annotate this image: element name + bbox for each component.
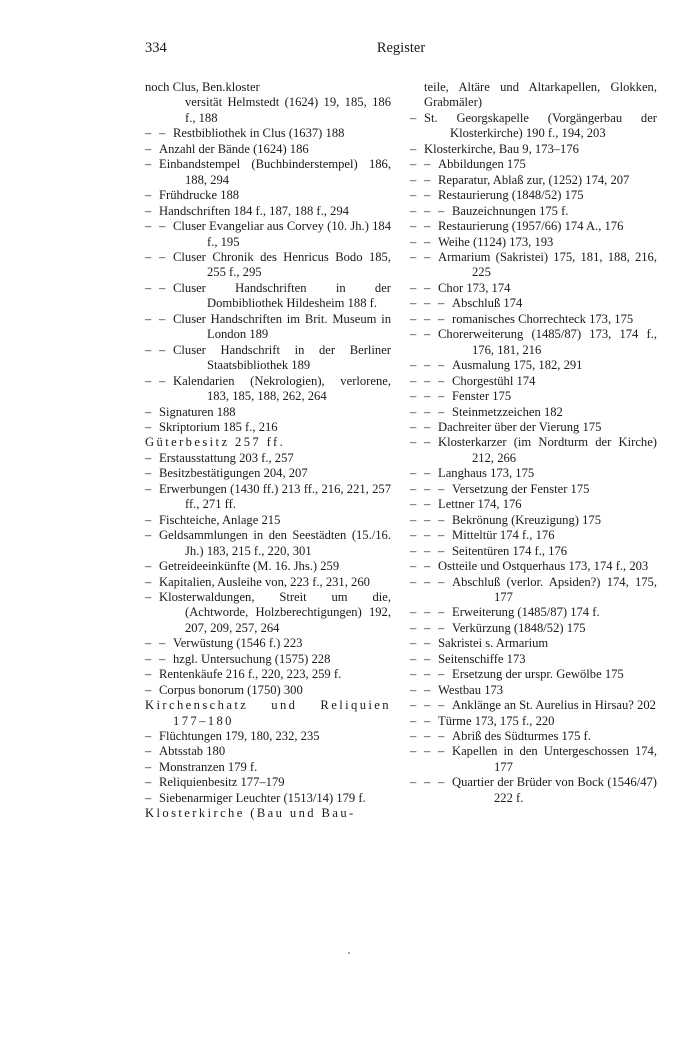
- level-dash: –: [438, 296, 445, 311]
- level-dash: –: [424, 667, 431, 682]
- level-dash: –: [145, 157, 152, 172]
- level-dash: –: [424, 203, 431, 218]
- level-dash: –: [424, 497, 431, 512]
- level-dash: –: [145, 203, 152, 218]
- index-entry: [145, 466, 391, 481]
- index-entry: [410, 80, 657, 111]
- index-entry: [145, 343, 391, 374]
- level-dash: –: [410, 296, 417, 311]
- index-entry-text: Verwüstung (1546 f.) 223: [173, 636, 303, 651]
- index-entry-text: Abtsstab 180: [159, 744, 226, 759]
- index-entry-text: Abschluß 174: [452, 296, 523, 311]
- index-entry: [145, 219, 391, 250]
- index-entry: [410, 544, 657, 559]
- index-entry-text: Westbau 173: [438, 682, 504, 697]
- level-dash: –: [424, 296, 431, 311]
- level-dash: –: [410, 528, 417, 543]
- level-dash: –: [410, 141, 417, 156]
- index-entry-text: Abbildungen 175: [438, 157, 526, 172]
- index-entry-text: Chorerweiterung (1485/87) 173, 174 f., 176, 181, 216: [438, 327, 657, 357]
- index-entry-text: Cluser Evangeliar aus Corvey (10. Jh.) 184 f., 195: [173, 219, 391, 249]
- index-entry-text: Restbibliothek in Clus (1637) 188: [173, 126, 345, 141]
- level-dash: –: [410, 219, 417, 234]
- level-dash: –: [145, 141, 152, 156]
- level-dash: –: [424, 188, 431, 203]
- level-dash: –: [145, 342, 152, 357]
- index-entry-text: Einbandstempel (Buchbinderstempel) 186, 188, 294: [159, 157, 391, 187]
- index-entry: [145, 698, 391, 729]
- level-dash: –: [410, 744, 417, 759]
- level-dash: –: [410, 667, 417, 682]
- index-entry: [145, 142, 391, 157]
- level-dash: –: [410, 280, 417, 295]
- index-entry-text: Chor 173, 174: [438, 280, 511, 295]
- index-entry: [145, 374, 391, 405]
- index-entry: [410, 296, 657, 311]
- index-entry-text: Chorgestühl 174: [452, 373, 536, 388]
- level-dash: –: [145, 311, 152, 326]
- level-dash: –: [424, 358, 431, 373]
- level-dash: –: [438, 543, 445, 558]
- index-entry: [145, 281, 391, 312]
- index-entry-text: Türme 173, 175 f., 220: [438, 713, 555, 728]
- index-entry-text: Kalendarien (Nekrologien), verlorene, 183, 185, 188, 262, 264: [173, 373, 391, 404]
- level-dash: –: [159, 373, 166, 388]
- index-entry-text: Versetzung der Fenster 175: [452, 481, 590, 496]
- level-dash: –: [424, 574, 431, 589]
- level-dash: –: [410, 419, 417, 434]
- index-entry: [410, 744, 657, 775]
- index-entry: [410, 235, 657, 250]
- index-entry: [145, 204, 391, 219]
- level-dash: –: [410, 188, 417, 203]
- level-dash: –: [424, 651, 431, 666]
- index-entry-text: Seitenschiffe 173: [438, 651, 526, 666]
- level-dash: –: [410, 234, 417, 249]
- level-dash: –: [159, 311, 166, 326]
- index-entry-text: Cluser Handschriften im Brit. Museum in London 189: [173, 311, 391, 342]
- index-entry: [410, 714, 657, 729]
- index-entry-text: Dachreiter über der Vierung 175: [438, 419, 602, 434]
- level-dash: –: [410, 389, 417, 404]
- running-title: Register: [376, 40, 426, 56]
- index-entry-text: romanisches Chorrechteck 173, 175: [452, 311, 634, 326]
- level-dash: –: [145, 481, 152, 496]
- level-dash: –: [424, 528, 431, 543]
- index-entry-text: Cluser Handschriften in der Dombibliothek Hildesheim 188 f.: [173, 280, 391, 311]
- index-entry: [145, 590, 391, 636]
- level-dash: –: [410, 620, 417, 635]
- level-dash: –: [438, 620, 445, 635]
- level-dash: –: [410, 157, 417, 172]
- index-entry: [145, 157, 391, 188]
- index-column-left: [145, 80, 391, 822]
- level-dash: –: [410, 605, 417, 620]
- level-dash: –: [145, 466, 152, 481]
- level-dash: –: [424, 698, 431, 713]
- index-entry-text: Sakristei s. Armarium: [438, 636, 549, 651]
- index-entry: [145, 667, 391, 682]
- index-entry-text: St. Georgskapelle (Vorgängerbau der Klosterkirche) 190 f., 194, 203: [424, 110, 657, 141]
- index-entry: [410, 188, 657, 203]
- index-entry-text: Siebenarmiger Leuchter (1513/14) 179 f.: [159, 790, 366, 805]
- level-dash: –: [424, 234, 431, 249]
- index-entry: [410, 636, 657, 651]
- index-entry-text: Klosterkirche, Bau 9, 173–176: [424, 141, 579, 156]
- level-dash: –: [424, 373, 431, 388]
- level-dash: –: [438, 528, 445, 543]
- index-entry: [410, 575, 657, 606]
- index-entry-text: Ersetzung der urspr. Gewölbe 175: [452, 667, 624, 682]
- level-dash: –: [424, 713, 431, 728]
- level-dash: –: [438, 729, 445, 744]
- index-entry: [145, 80, 391, 95]
- index-entry: [410, 142, 657, 157]
- index-entry-text: Frühdrucke 188: [159, 188, 240, 203]
- level-dash: –: [438, 667, 445, 682]
- index-entry-text: Abschluß (verlor. Apsiden?) 174, 175, 177: [452, 574, 657, 604]
- index-entry-text: Kapitalien, Ausleihe von, 223 f., 231, 260: [159, 574, 370, 589]
- level-dash: –: [424, 729, 431, 744]
- page-mark: [348, 952, 350, 954]
- index-entry-text: Anklänge an St. Aurelius in Hirsau? 202: [452, 698, 656, 713]
- level-dash: –: [424, 172, 431, 187]
- level-dash: –: [438, 512, 445, 527]
- level-dash: –: [438, 698, 445, 713]
- index-entry: [410, 327, 657, 358]
- index-entry: [410, 683, 657, 698]
- index-entry: [145, 744, 391, 759]
- level-dash: –: [438, 311, 445, 326]
- index-entry-text: Bauzeichnungen 175 f.: [452, 203, 569, 218]
- level-dash: –: [410, 651, 417, 666]
- level-dash: –: [424, 543, 431, 558]
- index-entry: [145, 636, 391, 651]
- index-entry: [410, 652, 657, 667]
- index-entry: [410, 605, 657, 620]
- index-entry: [410, 389, 657, 404]
- level-dash: –: [424, 744, 431, 759]
- level-dash: –: [145, 667, 152, 682]
- level-dash: –: [145, 512, 152, 527]
- level-dash: –: [159, 126, 166, 141]
- level-dash: –: [424, 682, 431, 697]
- index-entry-text: Cluser Handschrift in der Berliner Staatsbibliothek 189: [173, 342, 391, 373]
- level-dash: –: [145, 528, 152, 543]
- index-entry-text: Erweiterung (1485/87) 174 f.: [452, 605, 600, 620]
- index-entry-text: Güterbesitz 257 ff.: [145, 435, 286, 450]
- index-entry-text: Steinmetzzeichen 182: [452, 404, 563, 419]
- index-entry: [145, 775, 391, 790]
- index-entry: [145, 806, 391, 821]
- index-entry-text: Quartier der Brüder von Bock (1546/47) 222 f.: [452, 775, 657, 805]
- level-dash: –: [424, 311, 431, 326]
- level-dash: –: [438, 203, 445, 218]
- level-dash: –: [145, 373, 152, 388]
- index-entry-text: Klosterkarzer (im Nordturm der Kirche) 212, 266: [438, 435, 657, 465]
- index-entry: [410, 204, 657, 219]
- level-dash: –: [410, 729, 417, 744]
- level-dash: –: [145, 419, 152, 434]
- index-entry-text: Kirchenschatz und Reliquien 177–180: [145, 698, 391, 728]
- index-entry: [410, 312, 657, 327]
- index-entry: [410, 497, 657, 512]
- level-dash: –: [145, 559, 152, 574]
- index-entry: [410, 250, 657, 281]
- level-dash: –: [410, 713, 417, 728]
- page-number: 334: [145, 40, 167, 56]
- index-entry-text: Klosterkirche (Bau und Bau-: [145, 806, 356, 821]
- index-entry: [410, 358, 657, 373]
- index-entry: [410, 559, 657, 574]
- index-entry-text: Restaurierung (1848/52) 175: [438, 188, 584, 203]
- level-dash: –: [159, 342, 166, 357]
- index-entry: [145, 188, 391, 203]
- index-entry: [410, 513, 657, 528]
- index-entry-text: Fenster 175: [452, 389, 512, 404]
- index-entry-text: noch Clus, Ben.kloster: [145, 80, 260, 94]
- index-entry: [145, 126, 391, 141]
- level-dash: –: [410, 636, 417, 651]
- index-entry-text: hzgl. Untersuchung (1575) 228: [173, 651, 331, 666]
- level-dash: –: [159, 280, 166, 295]
- index-entry-text: Monstranzen 179 f.: [159, 759, 258, 774]
- level-dash: –: [159, 219, 166, 234]
- index-entry-text: Restaurierung (1957/66) 174 A., 176: [438, 219, 624, 234]
- index-entry: [145, 95, 391, 126]
- index-entry-text: Weihe (1124) 173, 193: [438, 234, 554, 249]
- index-entry: [410, 111, 657, 142]
- level-dash: –: [410, 682, 417, 697]
- index-entry-text: Seitentüren 174 f., 176: [452, 543, 568, 558]
- index-entry: [145, 528, 391, 559]
- level-dash: –: [438, 744, 445, 759]
- index-entry: [410, 281, 657, 296]
- page-header: [145, 40, 657, 62]
- index-entry: [145, 420, 391, 435]
- level-dash: –: [424, 389, 431, 404]
- index-entry: [410, 435, 657, 466]
- index-entry: [145, 435, 391, 450]
- level-dash: –: [145, 589, 152, 604]
- level-dash: –: [438, 389, 445, 404]
- level-dash: –: [410, 574, 417, 589]
- level-dash: –: [438, 775, 445, 790]
- index-entry: [145, 513, 391, 528]
- index-entry-text: Getreideeinkünfte (M. 16. Jhs.) 259: [159, 559, 340, 574]
- index-entry-text: Cluser Chronik des Henricus Bodo 185, 255 f., 295: [173, 249, 391, 280]
- index-entry: [145, 405, 391, 420]
- level-dash: –: [410, 497, 417, 512]
- level-dash: –: [438, 481, 445, 496]
- index-entry-text: Anzahl der Bände (1624) 186: [159, 141, 309, 156]
- level-dash: –: [424, 605, 431, 620]
- index-entry-text: Kapellen in den Untergeschossen 174, 177: [452, 744, 657, 774]
- level-dash: –: [410, 466, 417, 481]
- level-dash: –: [438, 404, 445, 419]
- level-dash: –: [410, 543, 417, 558]
- index-column-right: [410, 80, 657, 806]
- index-entry: [145, 791, 391, 806]
- level-dash: –: [424, 280, 431, 295]
- level-dash: –: [410, 110, 417, 125]
- index-entry: [410, 405, 657, 420]
- index-entry-text: Klosterwaldungen, Streit um die, (Achtworde, Holzberechtigungen) 192, 207, 209, 257, 264: [159, 589, 391, 635]
- level-dash: –: [438, 373, 445, 388]
- level-dash: –: [410, 311, 417, 326]
- index-entry-text: Corpus bonorum (1750) 300: [159, 682, 303, 697]
- index-entry: [145, 559, 391, 574]
- level-dash: –: [438, 605, 445, 620]
- level-dash: –: [145, 450, 152, 465]
- level-dash: –: [145, 126, 152, 141]
- index-entry: [410, 219, 657, 234]
- level-dash: –: [438, 358, 445, 373]
- index-entry: [145, 575, 391, 590]
- level-dash: –: [410, 249, 417, 264]
- index-entry-text: Skriptorium 185 f., 216: [159, 419, 278, 434]
- level-dash: –: [410, 698, 417, 713]
- index-entry-text: Fischteiche, Anlage 215: [159, 512, 281, 527]
- level-dash: –: [159, 249, 166, 264]
- index-entry: [410, 466, 657, 481]
- level-dash: –: [410, 358, 417, 373]
- level-dash: –: [438, 574, 445, 589]
- level-dash: –: [424, 559, 431, 574]
- index-entry: [410, 698, 657, 713]
- level-dash: –: [424, 157, 431, 172]
- index-entry: [145, 451, 391, 466]
- index-entry-text: teile, Altäre und Altarkapellen, Glokken, Grabmäler): [424, 80, 657, 110]
- index-entry: [145, 729, 391, 744]
- index-entry-text: Reliquienbesitz 177–179: [159, 775, 285, 790]
- index-entry: [410, 173, 657, 188]
- index-entry-text: versität Helmstedt (1624) 19, 185, 186 f., 188: [185, 95, 391, 125]
- level-dash: –: [145, 636, 152, 651]
- index-entry-text: Geldsammlungen in den Seestädten (15./16. Jh.) 183, 215 f., 220, 301: [159, 528, 391, 558]
- level-dash: –: [410, 512, 417, 527]
- index-entry: [410, 482, 657, 497]
- index-entry: [410, 667, 657, 682]
- level-dash: –: [145, 249, 152, 264]
- level-dash: –: [145, 744, 152, 759]
- index-entry: [145, 652, 391, 667]
- level-dash: –: [424, 419, 431, 434]
- level-dash: –: [424, 404, 431, 419]
- level-dash: –: [410, 481, 417, 496]
- index-entry-text: Flüchtungen 179, 180, 232, 235: [159, 729, 320, 744]
- index-entry-text: Verkürzung (1848/52) 175: [452, 620, 586, 635]
- index-entry-text: Lettner 174, 176: [438, 497, 522, 512]
- index-entry-text: Besitzbestätigungen 204, 207: [159, 466, 308, 481]
- level-dash: –: [424, 481, 431, 496]
- index-entry: [410, 528, 657, 543]
- level-dash: –: [424, 327, 431, 342]
- level-dash: –: [410, 559, 417, 574]
- level-dash: –: [145, 759, 152, 774]
- level-dash: –: [424, 249, 431, 264]
- index-entry: [410, 420, 657, 435]
- index-entry-text: Erwerbungen (1430 ff.) 213 ff., 216, 221, 257 ff., 271 ff.: [159, 481, 391, 512]
- index-entry-text: Handschriften 184 f., 187, 188 f., 294: [159, 203, 349, 218]
- index-entry: [410, 157, 657, 172]
- level-dash: –: [145, 682, 152, 697]
- level-dash: –: [424, 435, 431, 450]
- index-entry-text: Erstausstattung 203 f., 257: [159, 450, 294, 465]
- level-dash: –: [410, 203, 417, 218]
- index-entry: [145, 683, 391, 698]
- level-dash: –: [145, 280, 152, 295]
- level-dash: –: [145, 574, 152, 589]
- index-entry: [145, 250, 391, 281]
- level-dash: –: [145, 790, 152, 805]
- index-entry-text: Reparatur, Ablaß zur, (1252) 174, 207: [438, 172, 630, 187]
- level-dash: –: [424, 219, 431, 234]
- level-dash: –: [145, 219, 152, 234]
- index-entry-text: Rentenkäufe 216 f., 220, 223, 259 f.: [159, 667, 342, 682]
- level-dash: –: [145, 729, 152, 744]
- index-entry: [410, 621, 657, 636]
- index-entry: [145, 312, 391, 343]
- index-entry-text: Langhaus 173, 175: [438, 466, 535, 481]
- index-entry: [410, 729, 657, 744]
- index-entry-text: Ostteile und Ostquerhaus 173, 174 f., 203: [438, 559, 649, 574]
- level-dash: –: [145, 188, 152, 203]
- index-entry: [145, 760, 391, 775]
- index-entry-text: Ausmalung 175, 182, 291: [452, 358, 583, 373]
- level-dash: –: [145, 775, 152, 790]
- level-dash: –: [424, 775, 431, 790]
- index-entry-text: Abriß des Südturmes 175 f.: [452, 729, 591, 744]
- index-entry-text: Mitteltür 174 f., 176: [452, 528, 555, 543]
- level-dash: –: [410, 404, 417, 419]
- level-dash: –: [145, 651, 152, 666]
- level-dash: –: [424, 636, 431, 651]
- index-entry: [145, 482, 391, 513]
- level-dash: –: [424, 620, 431, 635]
- level-dash: –: [410, 327, 417, 342]
- level-dash: –: [410, 775, 417, 790]
- index-entry-text: Bekrönung (Kreuzigung) 175: [452, 512, 601, 527]
- index-entry: [410, 775, 657, 806]
- level-dash: –: [145, 404, 152, 419]
- index-entry: [410, 374, 657, 389]
- level-dash: –: [410, 373, 417, 388]
- index-entry-text: Armarium (Sakristei) 175, 181, 188, 216, 225: [438, 249, 657, 280]
- index-entry-text: Signaturen 188: [159, 404, 236, 419]
- level-dash: –: [424, 466, 431, 481]
- level-dash: –: [159, 636, 166, 651]
- level-dash: –: [410, 435, 417, 450]
- level-dash: –: [159, 651, 166, 666]
- level-dash: –: [410, 172, 417, 187]
- level-dash: –: [424, 512, 431, 527]
